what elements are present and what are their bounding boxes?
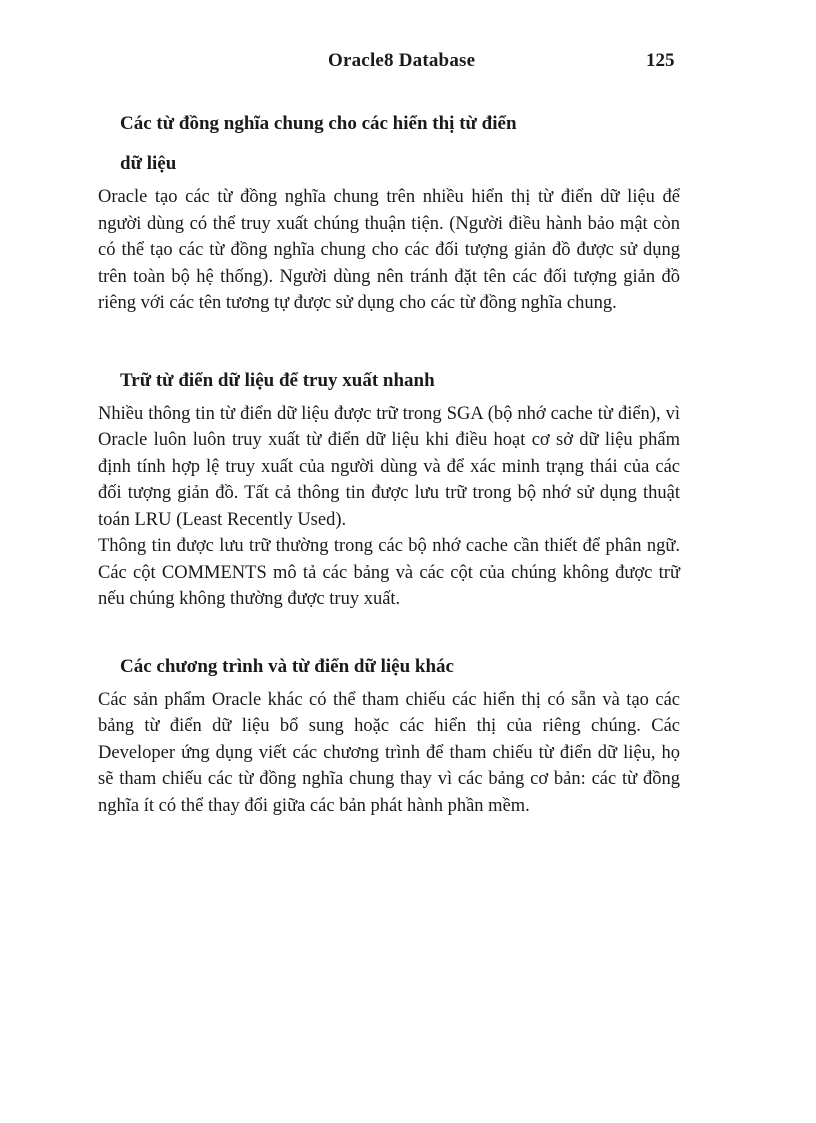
page-body <box>98 104 680 819</box>
paragraph: Nhiều thông tin từ điển dữ liệu được trữ trong SGA (bộ nhớ cache từ điển), vì Oracle luôn luôn truy xuất từ điển dữ liệu khi điều hoạt cơ sở dữ liệu phẩm định tính hợp lệ truy xuất của người dùng và để xác minh trạng thái của các đối tượng giản đồ. Tất cả thông tin được lưu trữ trong bộ nhớ sử dụng thuật toán LRU (Least Recently Used). <box>98 403 680 530</box>
section-dictionary-cache <box>98 361 680 613</box>
paragraph: Các sản phẩm Oracle khác có thể tham chiếu các hiển thị có sẵn và tạo các bảng từ điển dữ liệu bổ sung hoặc các hiển thị của riêng chúng. Các Developer ứng dụng viết các chương trình để tham chiếu từ điển dữ liệu, họ sẽ tham chiếu các từ đồng nghĩa chung thay vì các bảng cơ bản: các từ đồng nghĩa ít có thể thay đổi giữa các bản phát hành phần mềm. <box>98 689 680 816</box>
running-title: Oracle8 Database <box>328 50 476 71</box>
paragraph: Thông tin được lưu trữ thường trong các bộ nhớ cache cần thiết để phân ngữ. Các cột COMMENTS mô tả các bảng và các cột của chúng không được trữ nếu chúng không thường được truy xuất. <box>98 536 680 609</box>
section-other-programs <box>98 647 680 820</box>
section-heading-continuation: dữ liệu <box>120 153 177 174</box>
section-heading: Trữ từ điển dữ liệu để truy xuất nhanh <box>120 369 435 391</box>
paragraph: Oracle tạo các từ đồng nghĩa chung trên nhiều hiển thị từ điển dữ liệu để người dùng có thể truy xuất chúng thuận tiện. (Người điều hành bảo mật còn có thể tạo các từ đồng nghĩa chung cho các đối tượng giản đồ được sử dụng trên toàn bộ hệ thống). Người dùng nên tránh đặt tên các đối tượng giản đồ riêng với các tên tương tự được sử dụng cho các từ đồng nghĩa chung. <box>98 187 680 313</box>
page-header <box>0 50 816 80</box>
page-number: 125 <box>646 50 675 71</box>
section-heading: Các chương trình và từ điển dữ liệu khác <box>120 655 454 677</box>
section-heading: Các từ đồng nghĩa chung cho các hiển thị từ điển <box>120 113 517 134</box>
section-public-synonyms <box>98 104 680 317</box>
